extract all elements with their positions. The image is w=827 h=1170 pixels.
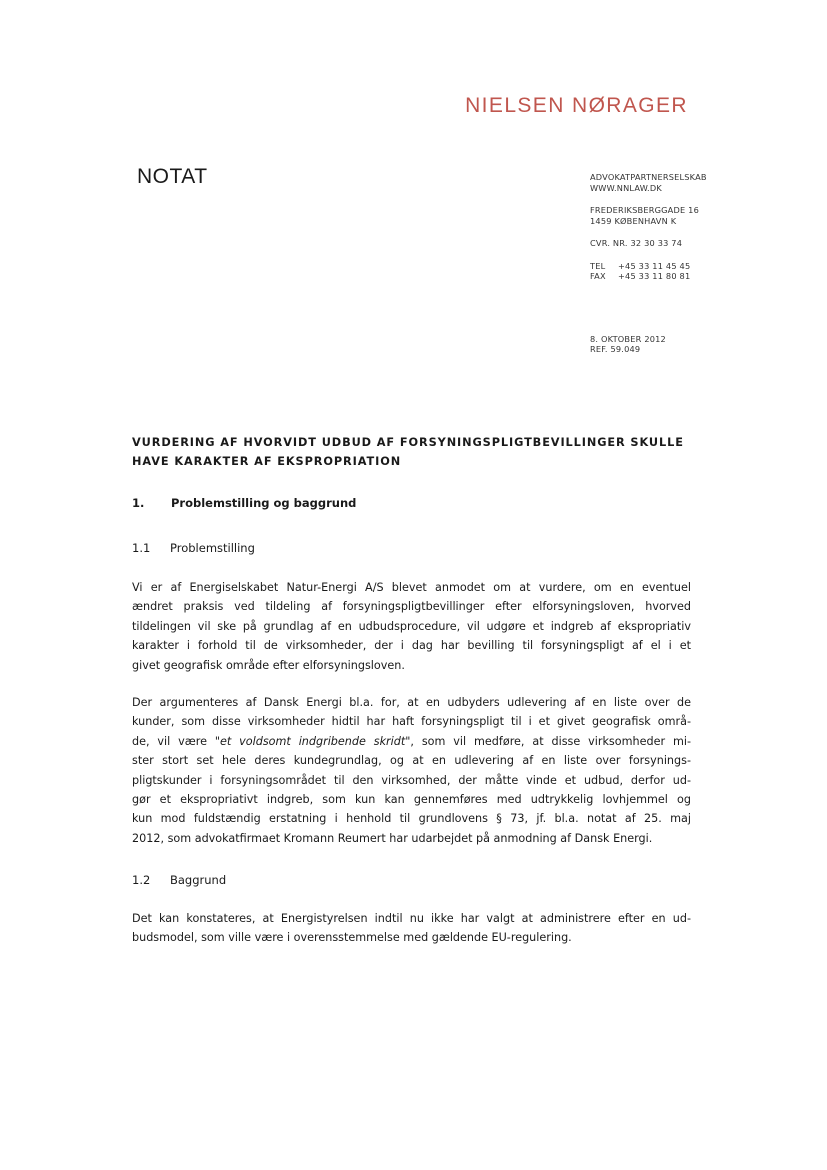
- fax-label: FAX: [590, 271, 606, 281]
- section-1-number: 1.: [132, 496, 145, 510]
- firm-contact-block: [590, 172, 790, 355]
- document-reference: REF. 59.049: [590, 344, 641, 354]
- document-date: 8. OKTOBER 2012: [590, 333, 666, 344]
- subsection-1-2-number: 1.2: [132, 873, 151, 887]
- paragraph-line: Der argumenteres af Dansk Energi bl.a. for, at en udbyders udlevering af en liste over de: [132, 696, 691, 709]
- paragraph-line: budsmodel, som ville være i overensstemmelse med gældende EU-regulering.: [132, 931, 572, 945]
- paragraph-line: 2012, som advokatfirmaet Kromann Reumert har udarbejdet på anmodning af Dansk Energi.: [132, 831, 653, 845]
- quoted-phrase: "et voldsomt indgribende skridt": [214, 734, 411, 748]
- paragraph-line: Det kan konstateres, at Energistyrelsen indtil nu ikke har valgt at administrere efter en ud-: [132, 912, 691, 925]
- firm-cvr: CVR. NR. 32 30 33 74: [590, 238, 683, 248]
- firm-city: 1459 KØBENHAVN K: [590, 215, 677, 226]
- paragraph-text: , som vil medføre, at disse virksomheder mi-: [410, 734, 691, 748]
- paragraph-line: givet geografisk område efter elforsyningsloven.: [132, 658, 405, 672]
- paragraph-line: Vi er af Energiselskabet Natur-Energi A/S blevet anmodet om at vurdere, om en eventuel: [132, 581, 691, 594]
- paragraph-line: kun mod fuldstændig erstatning i henhold til grundlovens § 73, jf. bl.a. notat af 25. maj: [132, 812, 691, 826]
- firm-logo-text: NIELSEN NØRAGER: [465, 94, 688, 117]
- firm-tel-row: [590, 261, 790, 272]
- tel-label: TEL: [590, 260, 606, 271]
- document-type: NOTAT: [137, 165, 208, 188]
- subsection-1-1-number: 1.1: [132, 541, 151, 555]
- paragraph-line: ændret praksis ved tildeling af forsyningspligtbevillinger efter elforsyningsloven, hvorved: [132, 600, 691, 614]
- tel-number: +45 33 11 45 45: [618, 260, 691, 271]
- firm-type: ADVOKATPARTNERSELSKAB: [590, 172, 707, 182]
- section-1-heading: [132, 496, 356, 510]
- paragraph-line: kunder, som disse virksomheder hidtil har haft forsyningspligt til i et givet geografisk områ-: [132, 715, 691, 729]
- fax-number: +45 33 11 80 81: [618, 271, 691, 281]
- paragraph-background: [132, 909, 691, 948]
- subsection-1-1-heading: [132, 541, 255, 555]
- paragraph-dansk-energi-argument: [132, 693, 691, 848]
- paragraph-problem-statement: [132, 578, 691, 675]
- subsection-1-1-title: Problemstilling: [170, 541, 255, 555]
- section-1-title: Problemstilling og baggrund: [171, 496, 357, 510]
- firm-street: FREDERIKSBERGGADE 16: [590, 205, 699, 215]
- subsection-1-2-heading: [132, 873, 226, 887]
- paragraph-line: pligtskunder i forsyningsområdet til den virksomhed, der måtte vinde et udbud, derfor ud-: [132, 773, 691, 787]
- paragraph-line: tildelingen vil ske på grundlag af en udbudsprocedure, vil udgøre et indgreb af ekspropriativ: [132, 619, 691, 633]
- paragraph-text: de, vil være: [132, 734, 215, 748]
- paragraph-line: ster stort set hele deres kundegrundlag, og at en udlevering af en liste over forsynings-: [132, 754, 691, 768]
- title-line-2: HAVE KARAKTER AF EKSPROPRIATION: [132, 455, 402, 468]
- title-line-1: VURDERING AF HVORVIDT UDBUD AF FORSYNINGSPLIGTBEVILLINGER SKULLE: [132, 436, 684, 449]
- subsection-1-2-title: Baggrund: [170, 873, 227, 887]
- paragraph-line: karakter i forhold til de virksomheder, der i dag har bevilling til forsyningspligt af el i et: [132, 639, 691, 653]
- firm-fax-row: [590, 271, 790, 282]
- paragraph-line: [132, 732, 691, 751]
- firm-website: WWW.NNLAW.DK: [590, 182, 662, 193]
- paragraph-line: gør et ekspropriativt indgreb, som kun kan gennemføres med udtrykkelig lovhjemmel og: [132, 793, 691, 807]
- document-title: [132, 433, 692, 471]
